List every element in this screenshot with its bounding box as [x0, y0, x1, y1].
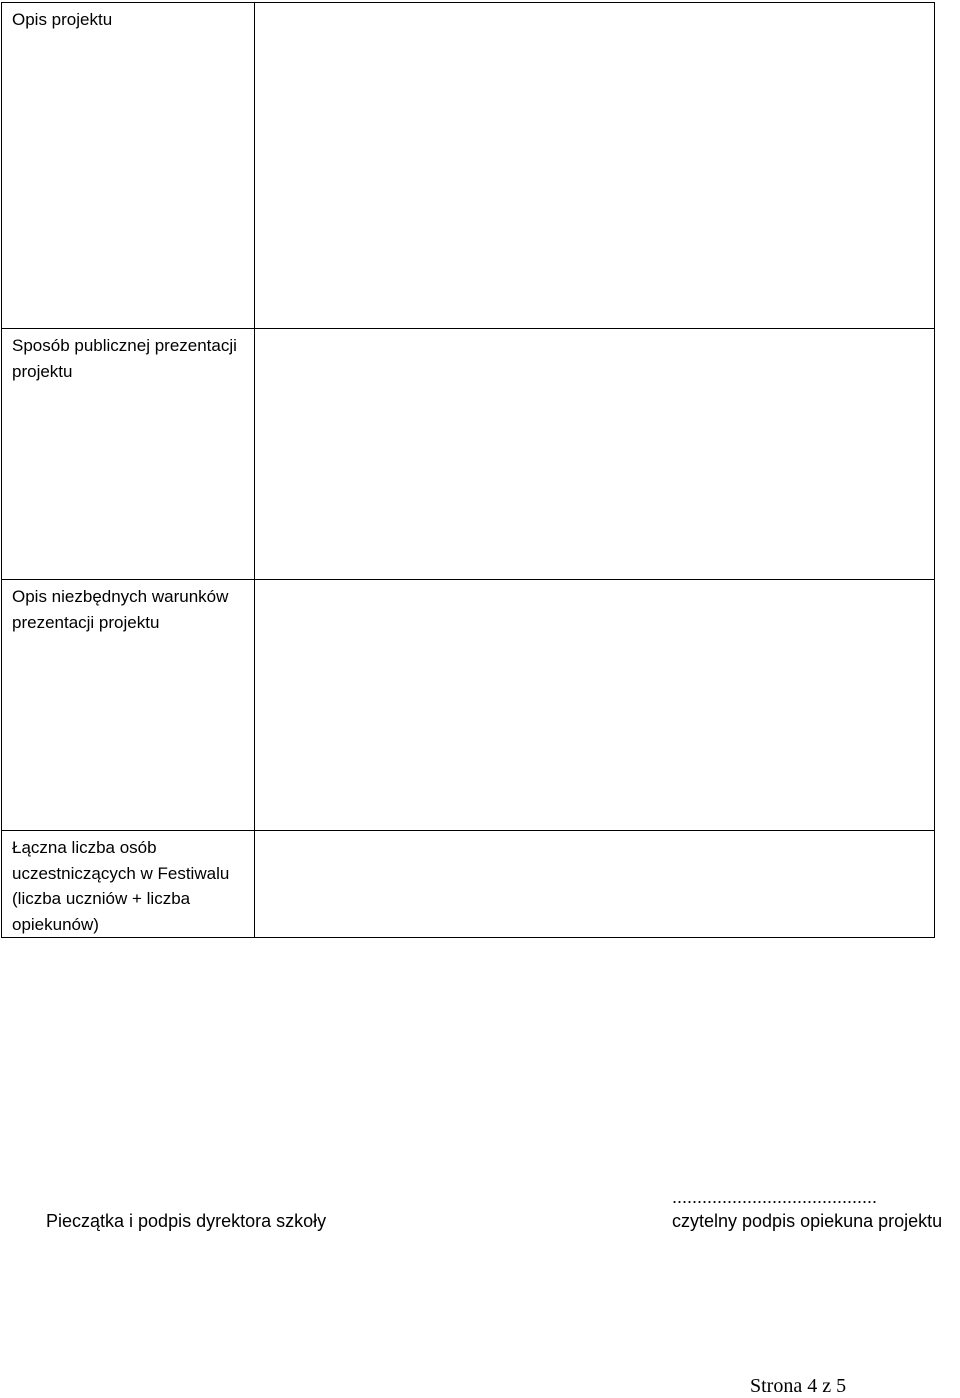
form-row-presentation-conditions: [2, 580, 935, 831]
field-value-presentation-conditions[interactable]: [255, 580, 935, 831]
supervisor-signature-label: czytelny podpis opiekuna projektu: [672, 1211, 943, 1231]
field-label-presentation-conditions: Opis niezbędnych warunków prezentacji projektu: [2, 580, 255, 831]
form-row-participant-count: [2, 831, 935, 938]
field-value-participant-count[interactable]: [255, 831, 935, 938]
field-value-project-description[interactable]: [255, 3, 935, 329]
form-row-public-presentation: [2, 329, 935, 580]
field-label-project-description: Opis projektu: [2, 3, 255, 329]
form-row-project-description: [2, 3, 935, 329]
director-signature-label: Pieczątka i podpis dyrektora szkoły: [46, 1211, 327, 1231]
field-value-public-presentation[interactable]: [255, 329, 935, 580]
page-number: Strona 4 z 5: [750, 1375, 847, 1397]
project-form-table: [1, 2, 935, 938]
field-label-participant-count: Łączna liczba osób uczestniczących w Festiwalu (liczba uczniów + liczba opiekunów): [2, 831, 255, 938]
supervisor-signature-block: [672, 1185, 960, 1233]
signature-dotted-line: .........................................: [672, 1187, 878, 1207]
field-label-public-presentation: Sposób publicznej prezentacji projektu: [2, 329, 255, 580]
